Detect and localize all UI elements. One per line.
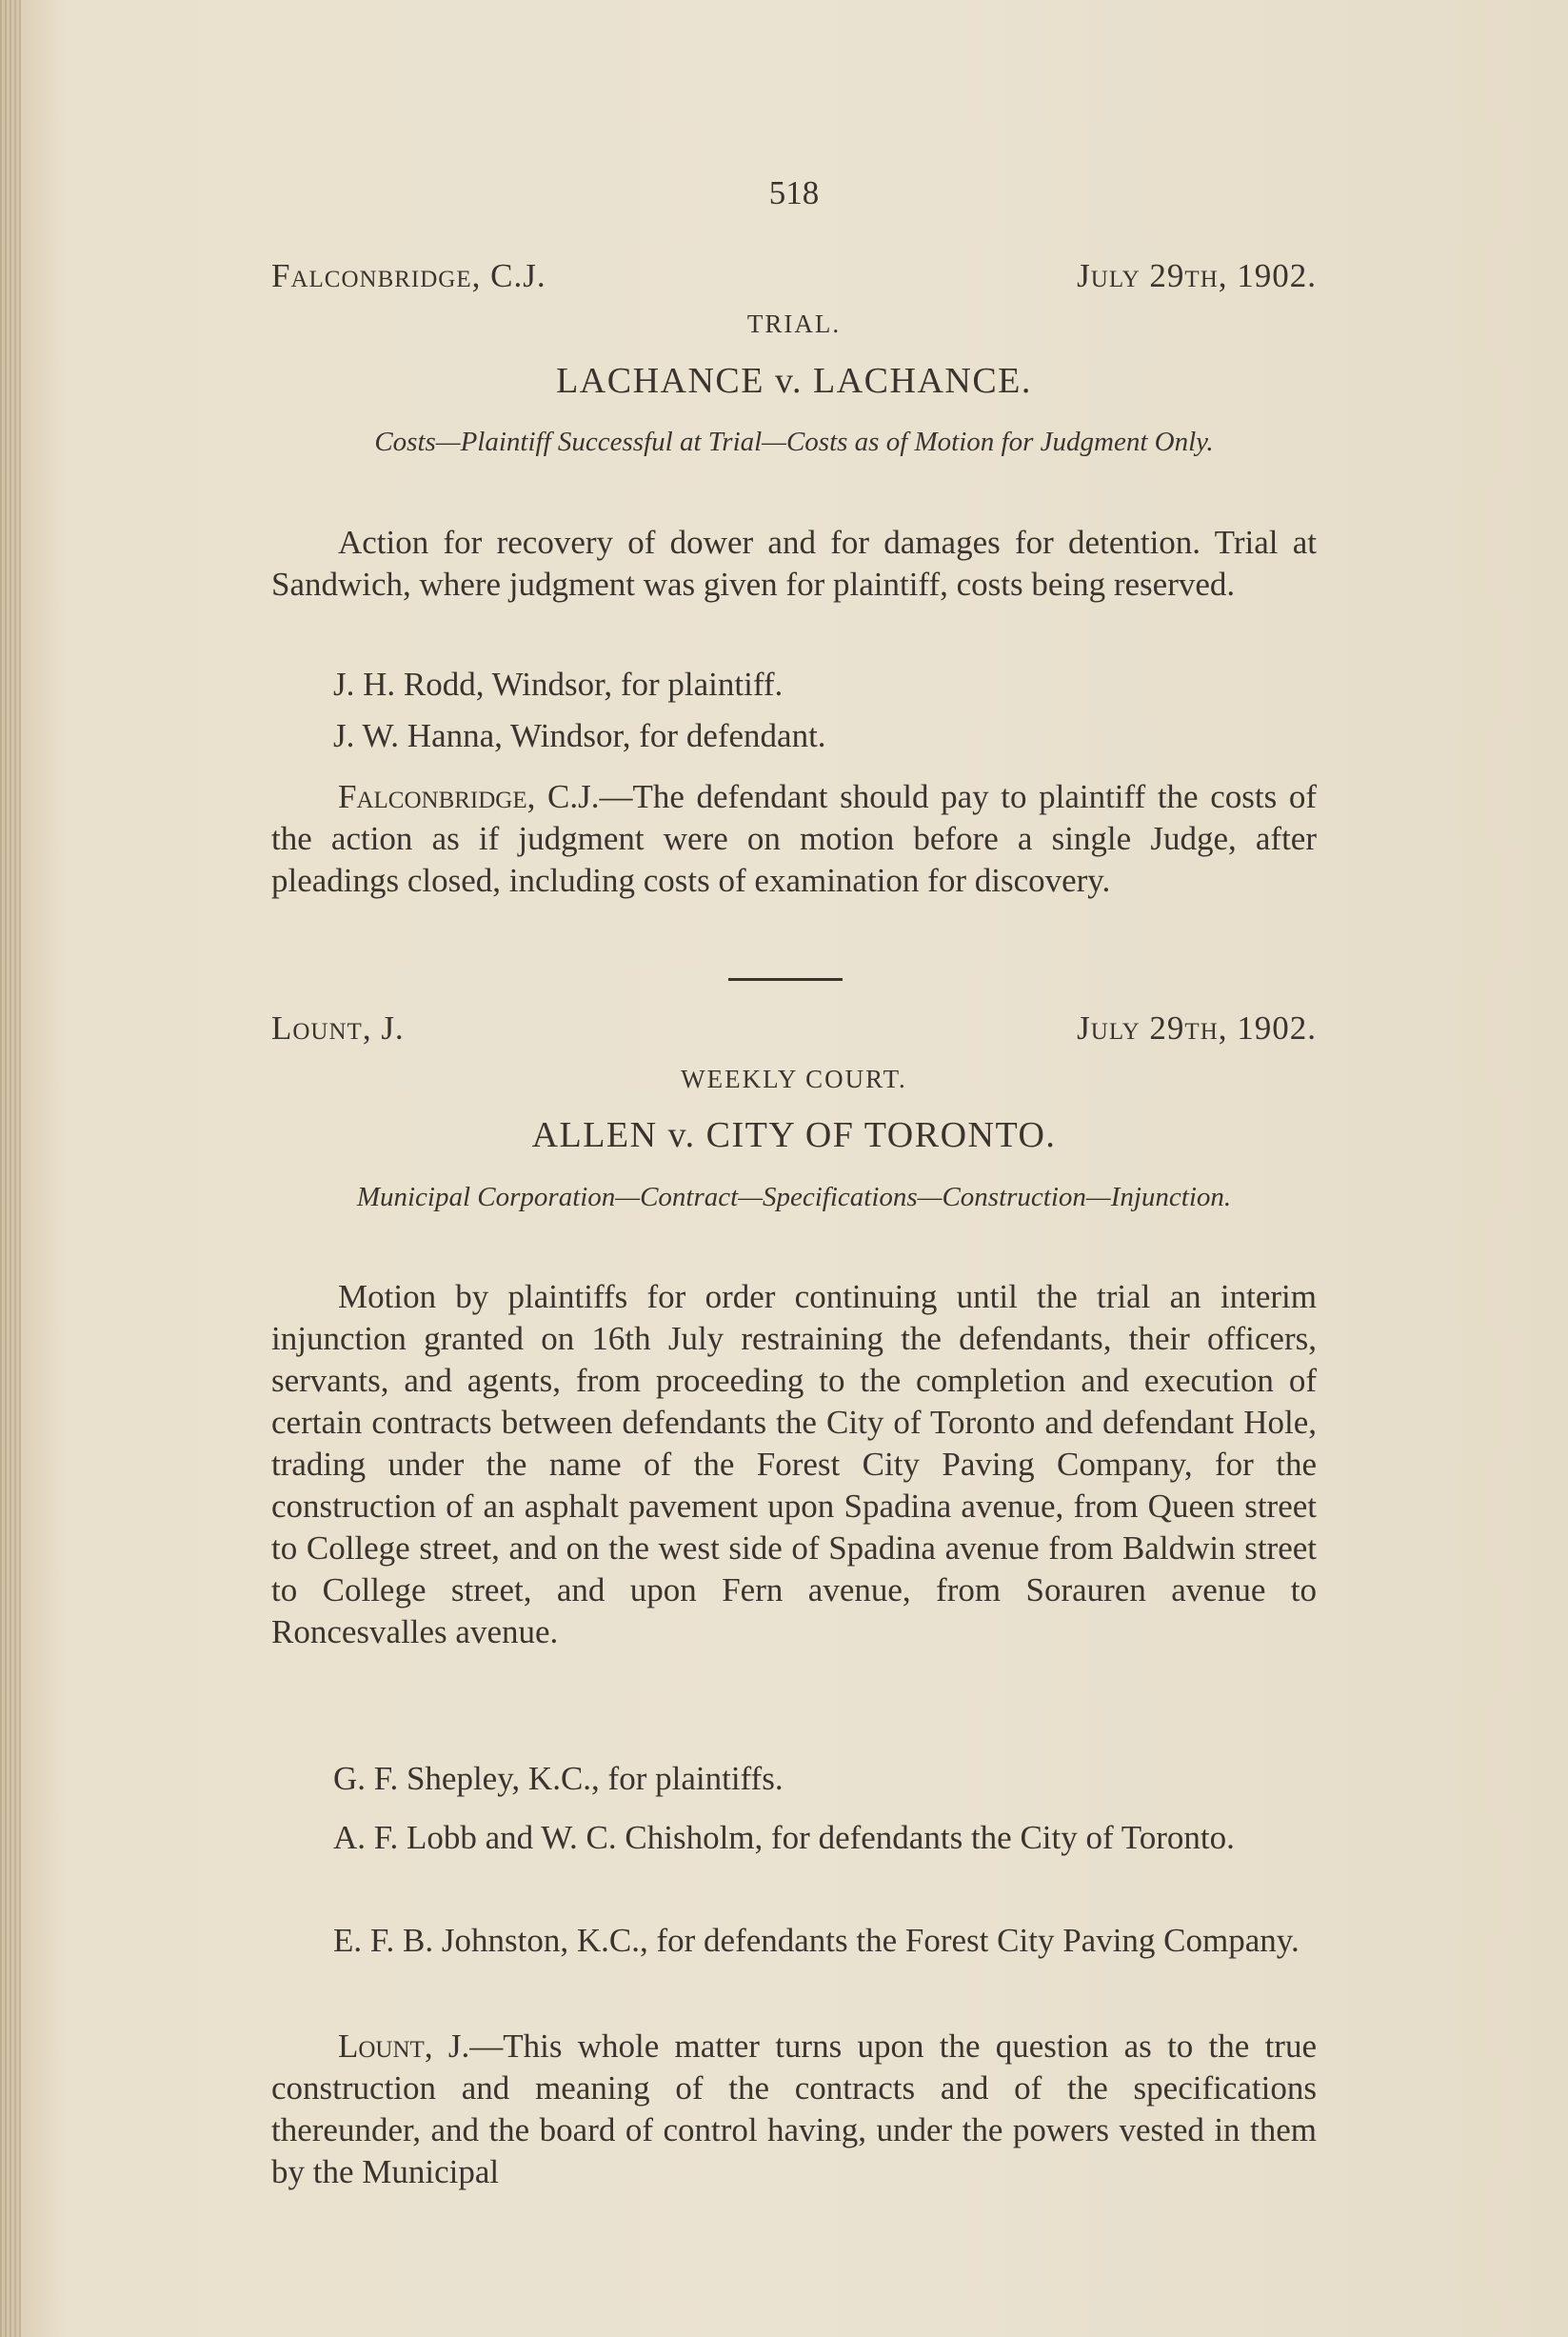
- case2-judgment: [271, 2026, 1317, 2193]
- case2-title: ALLEN v. CITY OF TORONTO.: [531, 1115, 1057, 1155]
- case1-date: July 29th, 1902.: [1077, 257, 1317, 294]
- case1-judgment: [271, 776, 1317, 902]
- case2-header: [271, 1009, 1317, 1048]
- case2-judge: Lount, J.: [271, 1009, 405, 1047]
- case2-statement: Motion by plaintiffs for order continuing until the trial an interim injunction granted on 16th July restraining the defendants, their officers, servants, and agents, from proceeding to the completion and execution of certain contracts between defendants the City of Toronto and defendant Hole, trading under the name of the Forest City Paving Company, for the construction of an asphalt pavement upon Spadina avenue, from Queen street to College street, and on the west side of Spadina avenue from Baldwin street to College street, and upon Fern avenue, from Sorauren avenue to Roncesvalles avenue.: [271, 1278, 1317, 1650]
- binding-gutter: [0, 0, 21, 2337]
- case2-judgment-judge: Lount, J.: [338, 2027, 470, 2065]
- case2-judgment-text: —This whole matter turns upon the question as to the true construction and meaning of the contracts and of the specifications thereunder, and the board of control having, under the powers vested in them by the Municipal: [271, 2027, 1318, 2190]
- case1-header: [271, 257, 1317, 295]
- case1-judgment-judge: Falconbridge, C.J.: [338, 778, 600, 815]
- page-number: 518: [768, 174, 820, 211]
- case2-court: WEEKLY COURT.: [681, 1065, 907, 1093]
- case1-court: TRIAL.: [746, 310, 842, 338]
- case2-counsel-2: A. F. Lobb and W. C. Chisholm, for defendants the City of Toronto.: [333, 1819, 1235, 1856]
- section-divider: [728, 978, 843, 981]
- case1-headnote: Costs—Plaintiff Successful at Trial—Costs as of Motion for Judgment Only.: [374, 427, 1214, 457]
- case2-counsel-3: E. F. B. Johnston, K.C., for defendants the Forest City Paving Company.: [333, 1922, 1300, 1959]
- case1-judge: Falconbridge, C.J.: [271, 257, 546, 294]
- case1-judgment-text: —The defendant should pay to plaintiff the costs of the action as if judgment were on motion before a single Judge, after pleadings closed, including costs of examination for discovery.: [271, 778, 1317, 899]
- case2-headnote: Municipal Corporation—Contract—Specifications—Construction—Injunction.: [356, 1182, 1232, 1212]
- case2-date: July 29th, 1902.: [1077, 1009, 1317, 1047]
- case1-title: LACHANCE v. LACHANCE.: [556, 361, 1032, 401]
- case1-counsel-2: J. W. Hanna, Windsor, for defendant.: [333, 717, 826, 754]
- case1-counsel-1: J. H. Rodd, Windsor, for plaintiff.: [333, 666, 784, 703]
- case2-counsel-1: G. F. Shepley, K.C., for plaintiffs.: [333, 1760, 784, 1797]
- case1-statement: Action for recovery of dower and for damages for detention. Trial at Sandwich, where judgment was given for plaintiff, costs being reserved.: [271, 524, 1317, 603]
